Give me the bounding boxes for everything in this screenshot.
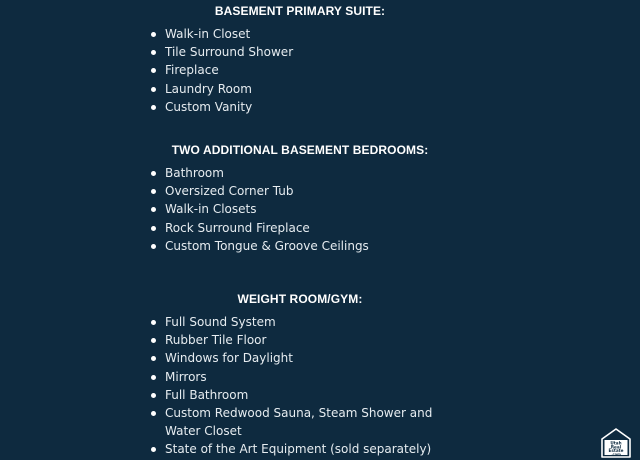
bullet-icon <box>151 411 156 416</box>
bullet-icon <box>151 32 156 37</box>
bullet-icon <box>151 50 156 55</box>
bullet-icon <box>151 87 156 92</box>
bullet-icon <box>151 189 156 194</box>
bullet-icon <box>151 68 156 73</box>
bullet-icon <box>151 393 156 398</box>
bullet-icon <box>151 447 156 452</box>
logo-text-line: Real <box>610 444 622 450</box>
utah-real-estate-logo-icon <box>600 428 632 458</box>
bullet-icon <box>151 375 156 380</box>
bullet-icon <box>151 244 156 249</box>
bullet-icon <box>151 338 156 343</box>
logo-text-line: Estate <box>608 448 624 454</box>
bullet-icon <box>151 320 156 325</box>
bullet-icon <box>151 226 156 231</box>
logo-text-line: Utah <box>610 440 622 446</box>
bullet-icon <box>151 171 156 176</box>
section-heading-weight-room-gym: WEIGHT ROOM/GYM: <box>237 292 363 306</box>
bullet-icon <box>151 105 156 110</box>
bullet-icon <box>151 207 156 212</box>
logo-text-line: .com <box>611 452 621 457</box>
section-heading-basement-primary-suite: BASEMENT PRIMARY SUITE: <box>214 4 386 18</box>
document-page: BASEMENT PRIMARY SUITE: Walk-in Closet Tile Surround Shower Fireplace Laundry Room Custom Vanity TWO ADDITIONAL BASEMENT BEDROOMS: Bathroom Oversized Corner Tub Walk-in Closets Rock Surround Fireplace Custom Tongue & Groove Ceilings WEIGHT ROOM/GYM: Full Sound System Rubber Tile Floor Windows for Daylight Mirrors Full Bathroom Custom Redwood Sauna, Steam Shower and Water Closet State of the Art Equipment (sold separately) Utah Real Estate .com <box>0 0 640 460</box>
bullet-icon <box>151 356 156 361</box>
section-heading-two-additional-bedrooms: TWO ADDITIONAL BASEMENT BEDROOMS: <box>171 143 429 157</box>
